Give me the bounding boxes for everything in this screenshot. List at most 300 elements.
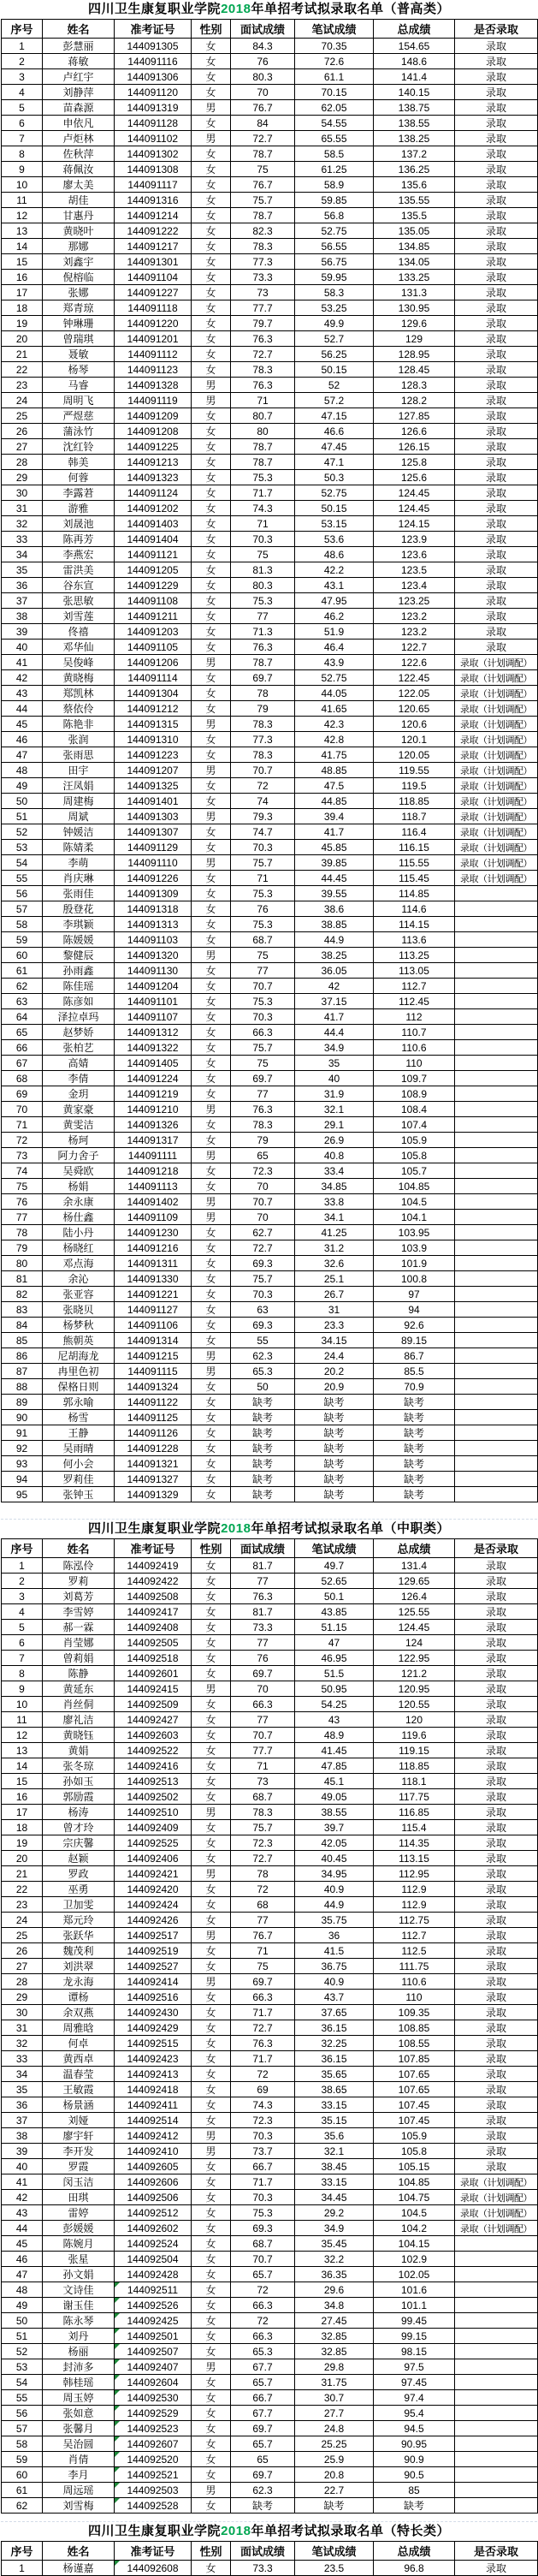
gender-cell: 女 [192, 1287, 231, 1302]
name-cell: 陈婧柔 [43, 840, 115, 855]
total-score-cell: 112.7 [374, 979, 455, 994]
name-cell: 钟媛洁 [43, 824, 115, 840]
interview-score-cell: 73 [231, 1774, 295, 1789]
ticket-number-cell: 144091121 [115, 547, 192, 562]
table-row [2, 2467, 538, 2483]
interview-score-cell: 68.7 [231, 2236, 295, 2252]
written-score-cell: 34.45 [295, 2190, 374, 2205]
written-score-cell: 47.15 [295, 408, 374, 424]
table-row [2, 763, 538, 778]
ticket-number-cell: 144091323 [115, 470, 192, 485]
ticket-number-cell: 144091112 [115, 347, 192, 362]
interview-score-cell: 77.7 [231, 300, 295, 316]
interview-score-cell: 76 [231, 1651, 295, 1666]
name-cell: 尼胡海龙 [43, 1348, 115, 1364]
gender-cell: 女 [192, 840, 231, 855]
admission-status-cell: 录取 [455, 39, 538, 54]
name-cell: 杨谨嘉 [43, 2561, 115, 2576]
table-row [2, 578, 538, 593]
interview-score-cell: 75.3 [231, 2205, 295, 2221]
seq-cell: 4 [2, 1604, 43, 1620]
table-row [2, 1395, 538, 1410]
table-row [2, 1225, 538, 1240]
total-score-cell: 138.25 [374, 131, 455, 146]
total-score-cell: 123.25 [374, 593, 455, 609]
ticket-number-cell: 144091320 [115, 948, 192, 963]
seq-cell: 70 [2, 1102, 43, 1117]
seq-cell: 45 [2, 717, 43, 732]
name-cell: 蔡依伶 [43, 701, 115, 717]
seq-cell: 48 [2, 763, 43, 778]
interview-score-cell: 78.3 [231, 362, 295, 378]
gender-cell: 女 [192, 162, 231, 177]
table-row [2, 424, 538, 439]
seq-cell: 30 [2, 2005, 43, 2020]
gender-cell: 男 [192, 393, 231, 408]
admission-status-cell: 录取 [455, 1558, 538, 1574]
admission-status-cell [455, 932, 538, 948]
table-row [2, 1974, 538, 1990]
ticket-number-cell: 144092410 [115, 2144, 192, 2159]
gender-cell: 女 [192, 2067, 231, 2082]
admission-status-cell: 录取 [455, 177, 538, 193]
table-row [2, 901, 538, 917]
total-score-cell: 124.45 [374, 485, 455, 501]
table-row [2, 994, 538, 1009]
written-score-cell: 36.15 [295, 2051, 374, 2067]
total-score-cell: 122.7 [374, 640, 455, 655]
ticket-number-cell: 144091110 [115, 855, 192, 871]
name-cell: 周明飞 [43, 393, 115, 408]
name-cell: 阿力舍子 [43, 1148, 115, 1163]
total-score-cell: 108.9 [374, 1086, 455, 1102]
interview-score-cell: 69.7 [231, 2467, 295, 2483]
interview-score-cell: 缺考 [231, 1456, 295, 1472]
interview-score-cell: 79 [231, 1133, 295, 1148]
table-row [2, 1379, 538, 1395]
written-score-cell: 37.15 [295, 994, 374, 1009]
table-row [2, 840, 538, 855]
interview-score-cell: 70 [231, 1179, 295, 1194]
header-row [2, 20, 538, 39]
admission-status-cell: 录取 [455, 208, 538, 223]
table-row [2, 2113, 538, 2128]
name-cell: 廖太美 [43, 177, 115, 193]
total-score-cell: 缺考 [374, 1395, 455, 1410]
ticket-number-cell: 144092430 [115, 2005, 192, 2020]
gender-cell: 男 [192, 948, 231, 963]
total-score-cell: 131.4 [374, 1558, 455, 1574]
admission-status-cell [455, 2298, 538, 2313]
interview-score-cell: 70.7 [231, 2252, 295, 2267]
admission-status-cell: 录取 [455, 455, 538, 470]
gender-cell: 男 [192, 1866, 231, 1882]
ticket-number-cell: 144091329 [115, 1487, 192, 1502]
ticket-number-cell: 144091302 [115, 146, 192, 162]
interview-score-cell: 71 [231, 1758, 295, 1774]
gender-cell: 女 [192, 1743, 231, 1758]
total-score-cell: 101.1 [374, 2298, 455, 2313]
col-header-interview-score-cell: 面试成绩 [231, 2542, 295, 2561]
written-score-cell: 50.1 [295, 1589, 374, 1604]
gender-cell: 男 [192, 855, 231, 871]
table-row [2, 1302, 538, 1318]
ticket-number-cell: 144091211 [115, 609, 192, 624]
ticket-number-cell: 144091328 [115, 378, 192, 393]
total-score-cell: 90.95 [374, 2436, 455, 2452]
interview-score-cell: 71.7 [231, 2174, 295, 2190]
seq-cell: 7 [2, 131, 43, 146]
admission-status-cell: 录取 [455, 1943, 538, 1959]
gender-cell: 女 [192, 2329, 231, 2344]
total-score-cell: 120.55 [374, 1697, 455, 1712]
gender-cell: 男 [192, 2359, 231, 2375]
interview-score-cell: 74.3 [231, 501, 295, 516]
table-row [2, 2298, 538, 2313]
seq-cell: 17 [2, 1805, 43, 1820]
table-row [2, 1240, 538, 1256]
gender-cell: 女 [192, 2190, 231, 2205]
name-cell: 蒋佩汝 [43, 162, 115, 177]
seq-cell: 61 [2, 963, 43, 979]
interview-score-cell: 84 [231, 116, 295, 131]
seq-cell: 10 [2, 177, 43, 193]
interview-score-cell: 72 [231, 778, 295, 794]
gender-cell: 女 [192, 362, 231, 378]
written-score-cell: 72.6 [295, 54, 374, 69]
table-row [2, 239, 538, 254]
interview-score-cell: 79 [231, 701, 295, 717]
table-row [2, 609, 538, 624]
name-cell: 周建梅 [43, 794, 115, 809]
interview-score-cell: 71.7 [231, 2051, 295, 2067]
table-row [2, 2344, 538, 2359]
interview-score-cell: 71 [231, 516, 295, 532]
name-cell: 金玥 [43, 1086, 115, 1102]
ticket-number-cell: 144091319 [115, 100, 192, 116]
ticket-number-cell: 144091311 [115, 1256, 192, 1271]
total-score-cell: 101.9 [374, 1256, 455, 1271]
name-cell: 黄西卓 [43, 2051, 115, 2067]
written-score-cell: 33.8 [295, 1194, 374, 1210]
ticket-number-cell: 144092426 [115, 1913, 192, 1928]
interview-score-cell: 81.3 [231, 562, 295, 578]
ticket-number-cell: 144091317 [115, 1133, 192, 1148]
ticket-number-cell: 144092528 [115, 2498, 192, 2514]
written-score-cell: 29.2 [295, 2205, 374, 2221]
gender-cell: 女 [192, 69, 231, 85]
header-row [2, 1539, 538, 1558]
col-header-name-cell: 姓名 [43, 2542, 115, 2561]
admission-status-cell: 录取 [455, 1820, 538, 1835]
table-row [2, 1774, 538, 1789]
admission-status-cell [455, 1395, 538, 1410]
table-row [2, 347, 538, 362]
admission-status-cell: 录取（计划调配） [455, 717, 538, 732]
total-score-cell: 134.05 [374, 254, 455, 270]
table-row [2, 562, 538, 578]
total-score-cell: 135.5 [374, 208, 455, 223]
col-header-gender-cell: 性别 [192, 20, 231, 39]
col-header-seq-cell: 序号 [2, 1539, 43, 1558]
table-row [2, 747, 538, 763]
written-score-cell: 49.05 [295, 1789, 374, 1805]
written-score-cell: 48.6 [295, 547, 374, 562]
table-row [2, 2561, 538, 2576]
written-score-cell: 26.9 [295, 1133, 374, 1148]
written-score-cell: 缺考 [295, 2498, 374, 2514]
ticket-number-cell: 144092608 [115, 2561, 192, 2576]
seq-cell: 42 [2, 2190, 43, 2205]
interview-score-cell: 76.3 [231, 1102, 295, 1117]
total-score-cell: 116.15 [374, 840, 455, 855]
admission-status-cell: 录取 [455, 547, 538, 562]
table-row [2, 2128, 538, 2144]
gender-cell: 男 [192, 1102, 231, 1117]
seq-cell: 23 [2, 378, 43, 393]
table-row [2, 547, 538, 562]
total-score-cell: 123.6 [374, 547, 455, 562]
ticket-number-cell: 144091321 [115, 1456, 192, 1472]
ticket-number-cell: 144091403 [115, 516, 192, 532]
seq-cell: 49 [2, 778, 43, 794]
title-school-name: 四川卫生康复职业学院 [88, 2524, 222, 2538]
table-row [2, 2236, 538, 2252]
name-cell: 郝一霖 [43, 1620, 115, 1635]
total-score-cell: 122.45 [374, 670, 455, 686]
gender-cell: 女 [192, 778, 231, 794]
interview-score-cell: 70 [231, 1681, 295, 1697]
total-score-cell: 112.9 [374, 1882, 455, 1897]
gender-cell: 女 [192, 2252, 231, 2267]
interview-score-cell: 70.7 [231, 763, 295, 778]
total-score-cell: 122.6 [374, 655, 455, 670]
admission-status-cell [455, 1441, 538, 1456]
interview-score-cell: 75.3 [231, 917, 295, 932]
total-score-cell: 137.2 [374, 146, 455, 162]
admission-status-cell [455, 2252, 538, 2267]
ticket-number-cell: 144091106 [115, 1318, 192, 1333]
gender-cell: 女 [192, 1179, 231, 1194]
interview-score-cell: 76.3 [231, 378, 295, 393]
name-cell: 宗庆馨 [43, 1835, 115, 1851]
total-score-cell: 116.85 [374, 1805, 455, 1820]
total-score-cell: 123.9 [374, 532, 455, 547]
admission-status-cell: 录取 [455, 2159, 538, 2174]
written-score-cell: 39.7 [295, 1820, 374, 1835]
table-row [2, 1928, 538, 1943]
ticket-number-cell: 144092408 [115, 1620, 192, 1635]
gender-cell: 女 [192, 470, 231, 485]
total-score-cell: 110.7 [374, 1025, 455, 1040]
roster-table-2 [1, 2541, 538, 2576]
seq-cell: 37 [2, 593, 43, 609]
ticket-number-cell: 144092503 [115, 2483, 192, 2498]
title-suffix: 年单招考试拟录取名单（普高类） [251, 2, 450, 16]
written-score-cell: 57.2 [295, 393, 374, 408]
admission-status-cell [455, 2436, 538, 2452]
admission-status-cell: 录取 [455, 1928, 538, 1943]
ticket-number-cell: 144092413 [115, 2067, 192, 2082]
seq-cell: 1 [2, 1558, 43, 1574]
table-row [2, 300, 538, 316]
gender-cell: 女 [192, 1318, 231, 1333]
gender-cell: 女 [192, 2221, 231, 2236]
gender-cell: 女 [192, 2267, 231, 2282]
ticket-number-cell: 144092416 [115, 1758, 192, 1774]
admission-status-cell [455, 1348, 538, 1364]
written-score-cell: 53.25 [295, 300, 374, 316]
gender-cell: 女 [192, 485, 231, 501]
gender-cell: 女 [192, 2313, 231, 2329]
ticket-number-cell: 144092501 [115, 2329, 192, 2344]
ticket-number-cell: 144091318 [115, 901, 192, 917]
admission-status-cell: 录取 [455, 239, 538, 254]
name-cell: 倪榕临 [43, 270, 115, 285]
name-cell: 罗莉佳 [43, 1472, 115, 1487]
table-row [2, 208, 538, 223]
interview-score-cell: 82.3 [231, 223, 295, 239]
total-score-cell: 105.7 [374, 1163, 455, 1179]
admission-status-cell [455, 1333, 538, 1348]
interview-score-cell: 72 [231, 2313, 295, 2329]
interview-score-cell: 75 [231, 162, 295, 177]
written-score-cell: 41.7 [295, 1009, 374, 1025]
total-score-cell: 112.9 [374, 1897, 455, 1913]
seq-cell: 36 [2, 578, 43, 593]
admission-status-cell: 录取 [455, 285, 538, 300]
table-row [2, 2205, 538, 2221]
total-score-cell: 108.85 [374, 2020, 455, 2036]
gender-cell: 女 [192, 917, 231, 932]
interview-score-cell: 70.7 [231, 979, 295, 994]
ticket-number-cell: 144091226 [115, 871, 192, 886]
seq-cell: 20 [2, 1851, 43, 1866]
table-row [2, 378, 538, 393]
interview-score-cell: 80.7 [231, 408, 295, 424]
seq-cell: 35 [2, 562, 43, 578]
seq-cell: 10 [2, 1697, 43, 1712]
ticket-number-cell: 144092604 [115, 2375, 192, 2390]
ticket-number-cell: 144092527 [115, 1959, 192, 1974]
ticket-number-cell: 144091126 [115, 1425, 192, 1441]
ticket-number-cell: 144092412 [115, 2128, 192, 2144]
table-row [2, 131, 538, 146]
table-row [2, 1056, 538, 1071]
seq-cell: 11 [2, 193, 43, 208]
total-score-cell: 120.05 [374, 747, 455, 763]
interview-score-cell: 78.3 [231, 1117, 295, 1133]
col-header-written-score-cell: 笔试成绩 [295, 1539, 374, 1558]
table-row [2, 1318, 538, 1333]
seq-cell: 72 [2, 1133, 43, 1148]
name-cell: 钟琳珊 [43, 316, 115, 331]
interview-score-cell: 62.7 [231, 1225, 295, 1240]
table-row [2, 1009, 538, 1025]
written-score-cell: 33.15 [295, 2097, 374, 2113]
table-row [2, 516, 538, 532]
seq-cell: 86 [2, 1348, 43, 1364]
interview-score-cell: 71.7 [231, 485, 295, 501]
ticket-number-cell: 144092407 [115, 2359, 192, 2375]
total-score-cell: 118.85 [374, 794, 455, 809]
admission-status-cell [455, 1256, 538, 1271]
gender-cell: 男 [192, 1348, 231, 1364]
admission-status-cell: 录取 [455, 254, 538, 270]
gender-cell: 女 [192, 1589, 231, 1604]
gender-cell: 男 [192, 100, 231, 116]
total-score-cell: 86.7 [374, 1348, 455, 1364]
total-score-cell: 104.85 [374, 2174, 455, 2190]
total-score-cell: 115.45 [374, 871, 455, 886]
seq-cell: 63 [2, 994, 43, 1009]
seq-cell: 18 [2, 1820, 43, 1835]
interview-score-cell: 75.7 [231, 1271, 295, 1287]
ticket-number-cell: 144092513 [115, 1774, 192, 1789]
gender-cell: 女 [192, 2498, 231, 2514]
ticket-number-cell: 144092601 [115, 1666, 192, 1681]
written-score-cell: 47.1 [295, 455, 374, 470]
admission-status-cell [455, 1472, 538, 1487]
written-score-cell: 44.4 [295, 1025, 374, 1040]
title-year: 2018 [221, 1521, 251, 1536]
interview-score-cell: 71.3 [231, 624, 295, 640]
table-row [2, 1697, 538, 1712]
name-cell: 韩桂瑶 [43, 2375, 115, 2390]
written-score-cell: 47.5 [295, 778, 374, 794]
written-score-cell: 缺考 [295, 1456, 374, 1472]
ticket-number-cell: 144091310 [115, 732, 192, 747]
table-row [2, 1558, 538, 1574]
interview-score-cell: 75 [231, 948, 295, 963]
admission-status-cell [455, 2406, 538, 2421]
written-score-cell: 46.95 [295, 1651, 374, 1666]
interview-score-cell: 缺考 [231, 1441, 295, 1456]
gender-cell: 女 [192, 1472, 231, 1487]
seq-cell: 11 [2, 1712, 43, 1728]
written-score-cell: 34.85 [295, 1179, 374, 1194]
ticket-number-cell: 144092424 [115, 1897, 192, 1913]
written-score-cell: 65.55 [295, 131, 374, 146]
table-row [2, 1681, 538, 1697]
name-cell: 保格日则 [43, 1379, 115, 1395]
ticket-number-cell: 144091219 [115, 1086, 192, 1102]
gender-cell: 女 [192, 439, 231, 455]
interview-score-cell: 75 [231, 547, 295, 562]
seq-cell: 38 [2, 2128, 43, 2144]
seq-cell: 13 [2, 1743, 43, 1758]
ticket-number-cell: 144091201 [115, 331, 192, 347]
admission-status-cell: 录取 [455, 2036, 538, 2051]
table-row [2, 794, 538, 809]
total-score-cell: 125.6 [374, 470, 455, 485]
interview-score-cell: 72.7 [231, 131, 295, 146]
seq-cell: 40 [2, 640, 43, 655]
admission-status-cell: 录取（计划调配） [455, 855, 538, 871]
seq-cell: 7 [2, 1651, 43, 1666]
admission-status-cell: 录取 [455, 2113, 538, 2128]
written-score-cell: 35.15 [295, 2113, 374, 2128]
admission-status-cell: 录取 [455, 2067, 538, 2082]
written-score-cell: 50.3 [295, 470, 374, 485]
table-row [2, 69, 538, 85]
name-cell: 张润 [43, 732, 115, 747]
gender-cell: 女 [192, 1835, 231, 1851]
seq-cell: 8 [2, 146, 43, 162]
gender-cell: 女 [192, 2344, 231, 2359]
gender-cell: 男 [192, 2483, 231, 2498]
name-cell: 张娜 [43, 285, 115, 300]
